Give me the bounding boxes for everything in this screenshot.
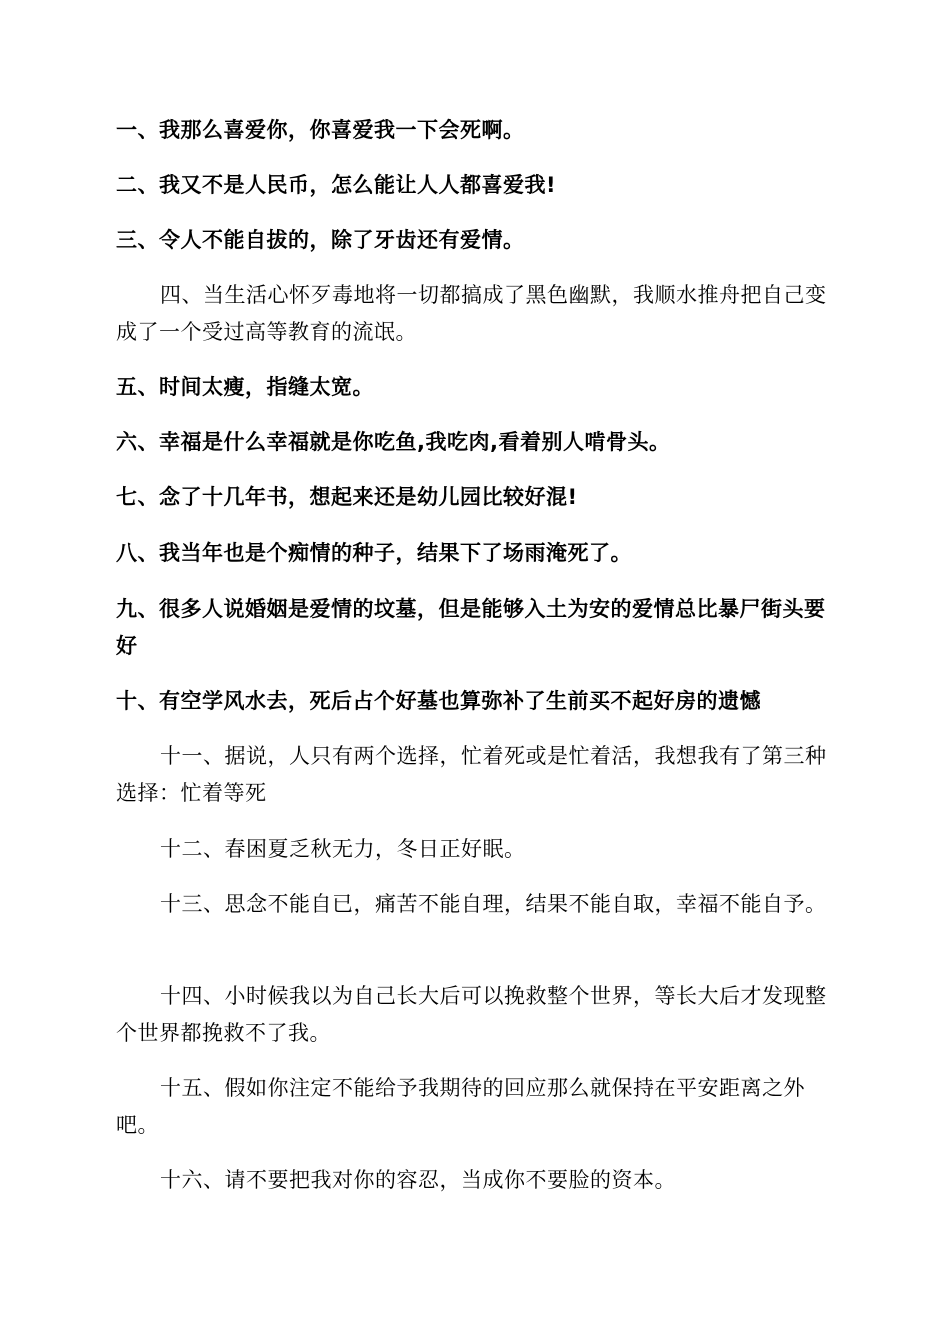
- paragraph-16: 十六、请不要把我对你的容忍，当成你不要脸的资本。: [160, 1168, 676, 1192]
- paragraph-2: 二、我又不是人民币，怎么能让人人都喜爱我!: [116, 173, 557, 197]
- paragraph-14: 十四、小时候我以为自己长大后可以挽救整个世界，等长大后才发现整个世界都挽救不了我。: [116, 984, 827, 1045]
- paragraph-4: 四、当生活心怀歹毒地将一切都搞成了黑色幽默，我顺水推舟把自己变成了一个受过高等教育的流氓。: [116, 283, 827, 344]
- paragraph-7: 七、念了十几年书，想起来还是幼儿园比较好混!: [116, 485, 578, 509]
- paragraph-10: 十、有空学风水去，死后占个好墓也算弥补了生前买不起好房的遗憾: [116, 689, 761, 713]
- paragraph-12: 十二、春困夏乏秋无力，冬日正好眠。: [160, 837, 526, 861]
- paragraph-3: 三、令人不能自拔的，除了牙齿还有爱情。: [116, 228, 525, 252]
- paragraph-13: 十三、思念不能自已，痛苦不能自理，结果不能自取，幸福不能自予。: [160, 892, 827, 916]
- paragraph-8: 八、我当年也是个痴情的种子，结果下了场雨淹死了。: [116, 541, 632, 565]
- paragraph-1: 一、我那么喜爱你，你喜爱我一下会死啊。: [116, 118, 525, 142]
- paragraph-11: 十一、据说，人只有两个选择，忙着死或是忙着活，我想我有了第三种选择：忙着等死: [116, 744, 827, 805]
- paragraph-15: 十五、假如你注定不能给予我期待的回应那么就保持在平安距离之外吧。: [116, 1076, 805, 1137]
- paragraph-5: 五、时间太瘦，指缝太宽。: [116, 375, 374, 399]
- paragraph-6: 六、幸福是什么幸福就是你吃鱼,我吃肉,看着别人啃骨头。: [116, 430, 671, 454]
- paragraph-9: 九、很多人说婚姻是爱情的坟墓，但是能够入土为安的爱情总比暴尸街头要好: [116, 597, 826, 658]
